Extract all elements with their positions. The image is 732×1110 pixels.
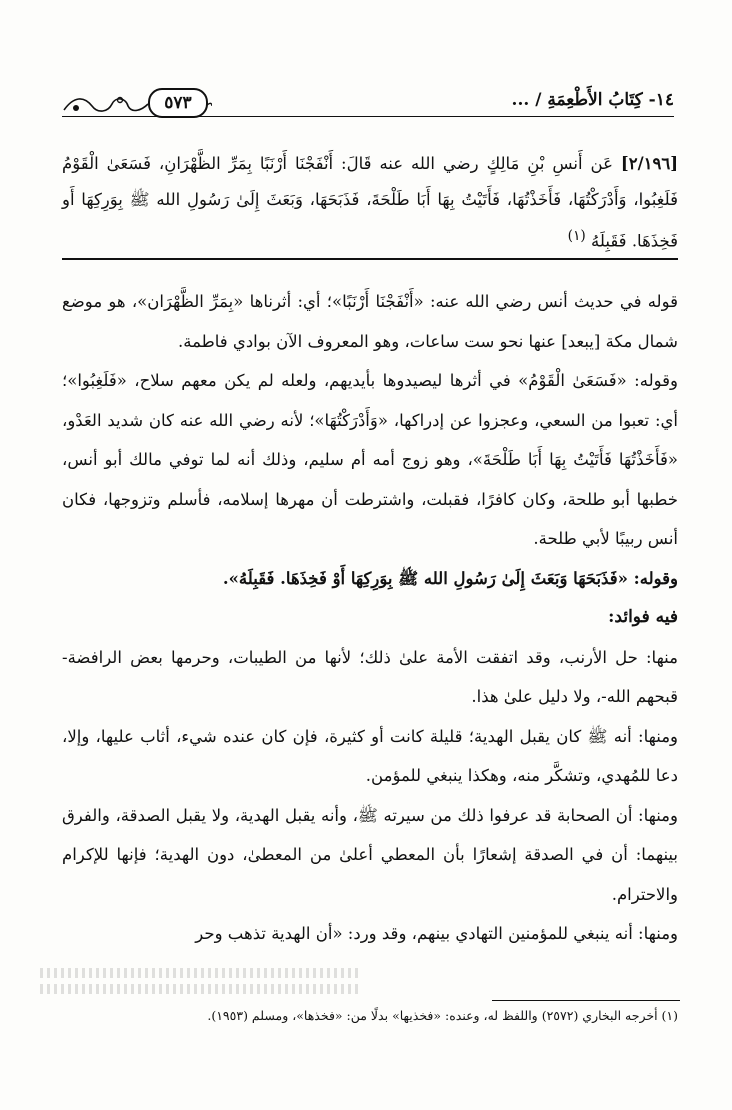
commentary-paragraph: وقوله: «فَذَبَحَهَا وَبَعَثَ إِلَىٰ رَسُولِ الله ﷺ بِوَرِكِهَا أَوْ فَخِذَهَا. فَقَبِلَهُ». bbox=[222, 568, 678, 588]
commentary-paragraph: قوله في حديث أنس رضي الله عنه: «أَنْفَجْنَا أَرْنَبًا»؛ أي: أثرناها «بِمَرِّ الظَّهْرَان»، هو موضع شمال مكة [يبعد] عنها نحو ست ساعات، وهو المعروف الآن بوادي فاطمة. bbox=[62, 292, 678, 351]
chapter-title: ١٤- كِتَابُ الأَطْعِمَةِ / ... bbox=[511, 90, 674, 110]
footnote-rule bbox=[492, 1000, 680, 1001]
footnote-ref: (١) bbox=[567, 228, 586, 244]
commentary-paragraph: وقوله: «فَسَعَىٰ الْقَوْمُ» في أثرها ليصيدوها بأيديهم، ولعله لم يكن معهم سلاح، «فَلَغِبُوا»؛ أي: تعبوا من السعي، وعجزوا عن إدراكها، «وَأَدْرَكْتُهَا»؛ لأنه رضي الله عنه كان شديد العَدْو، «فَأَخَذْتُهَا فَأَتَيْتُ بِهَا أَبَا طَلْحَةَ»، وهو زوج أمه أم سليم، وذلك أنه لما توفي مالك أبو أنس، خطبها أبو طلحة، وكان كافرًا، فقبلت، واشترطت أن مهرها إسلامه، فأسلم وتزوجها، فكان أنس ربيبًا لأبي طلحة. bbox=[62, 371, 678, 548]
section-divider bbox=[62, 258, 678, 260]
page-number: ٥٧٣ bbox=[148, 88, 208, 118]
commentary-block bbox=[62, 282, 678, 954]
hadith-text-block bbox=[62, 146, 678, 260]
commentary-paragraph: منها: حل الأرنب، وقد اتفقت الأمة علىٰ ذلك؛ لأنها من الطيبات، وحرمها بعض الرافضة- قبحهم الله-، ولا دليل علىٰ هذا. bbox=[62, 647, 678, 706]
benefits-heading: فيه فوائد: bbox=[608, 607, 678, 627]
hadith-text: عَن أَنسِ بْنِ مَالِكٍ رضي الله عنه قَالَ: أَنْفَجْنَا أَرْنَبًا بِمَرِّ الظَّهْرَانِ، فَسَعَىٰ الْقَوْمُ فَلَغِبُوا، وَأَدْرَكْتُهَا، فَأَخَذْتُهَا، فَأَتَيْتُ بِهَا أَبَا طَلْحَةَ، فَذَبَحَهَا، وَبَعَثَ إِلَىٰ رَسُولِ الله ﷺ بِوَرِكِهَا أَو فَخِذَهَا. فَقَبِلَهُ bbox=[62, 154, 678, 251]
commentary-paragraph: ومنها: أن الصحابة قد عرفوا ذلك من سيرته ﷺ، وأنه يقبل الهدية، ولا يقبل الصدقة، والفرق بينهما: أن في الصدقة إشعارًا بأن المعطي أعلىٰ من المعطىٰ، دون الهدية؛ فإنها للإكرام والاحترام. bbox=[62, 805, 678, 904]
commentary-paragraph: ومنها: أنه ﷺ كان يقبل الهدية؛ قليلة كانت أو كثيرة، فإن كان عنده شيء، أثاب عليها، وإلا، دعا للمُهدي، وتشكَّر منه، وهكذا ينبغي للمؤمن. bbox=[62, 726, 678, 785]
commentary-paragraph: ومنها: أنه ينبغي للمؤمنين التهادي بينهم، وقد ورد: «أن الهدية تذهب وحر bbox=[195, 924, 678, 943]
header-rule bbox=[62, 116, 674, 117]
bleed-through-noise bbox=[40, 984, 360, 994]
footnote: (١) أخرجه البخاري (٢٥٧٢) واللفظ له، وعنده: «فخذيها» بدلًا من: «فخذها»، ومسلم (١٩٥٣). bbox=[207, 1008, 678, 1023]
page-header bbox=[62, 86, 674, 120]
hadith-number: [٢/١٩٦] bbox=[620, 154, 678, 173]
bleed-through-noise bbox=[40, 968, 360, 978]
